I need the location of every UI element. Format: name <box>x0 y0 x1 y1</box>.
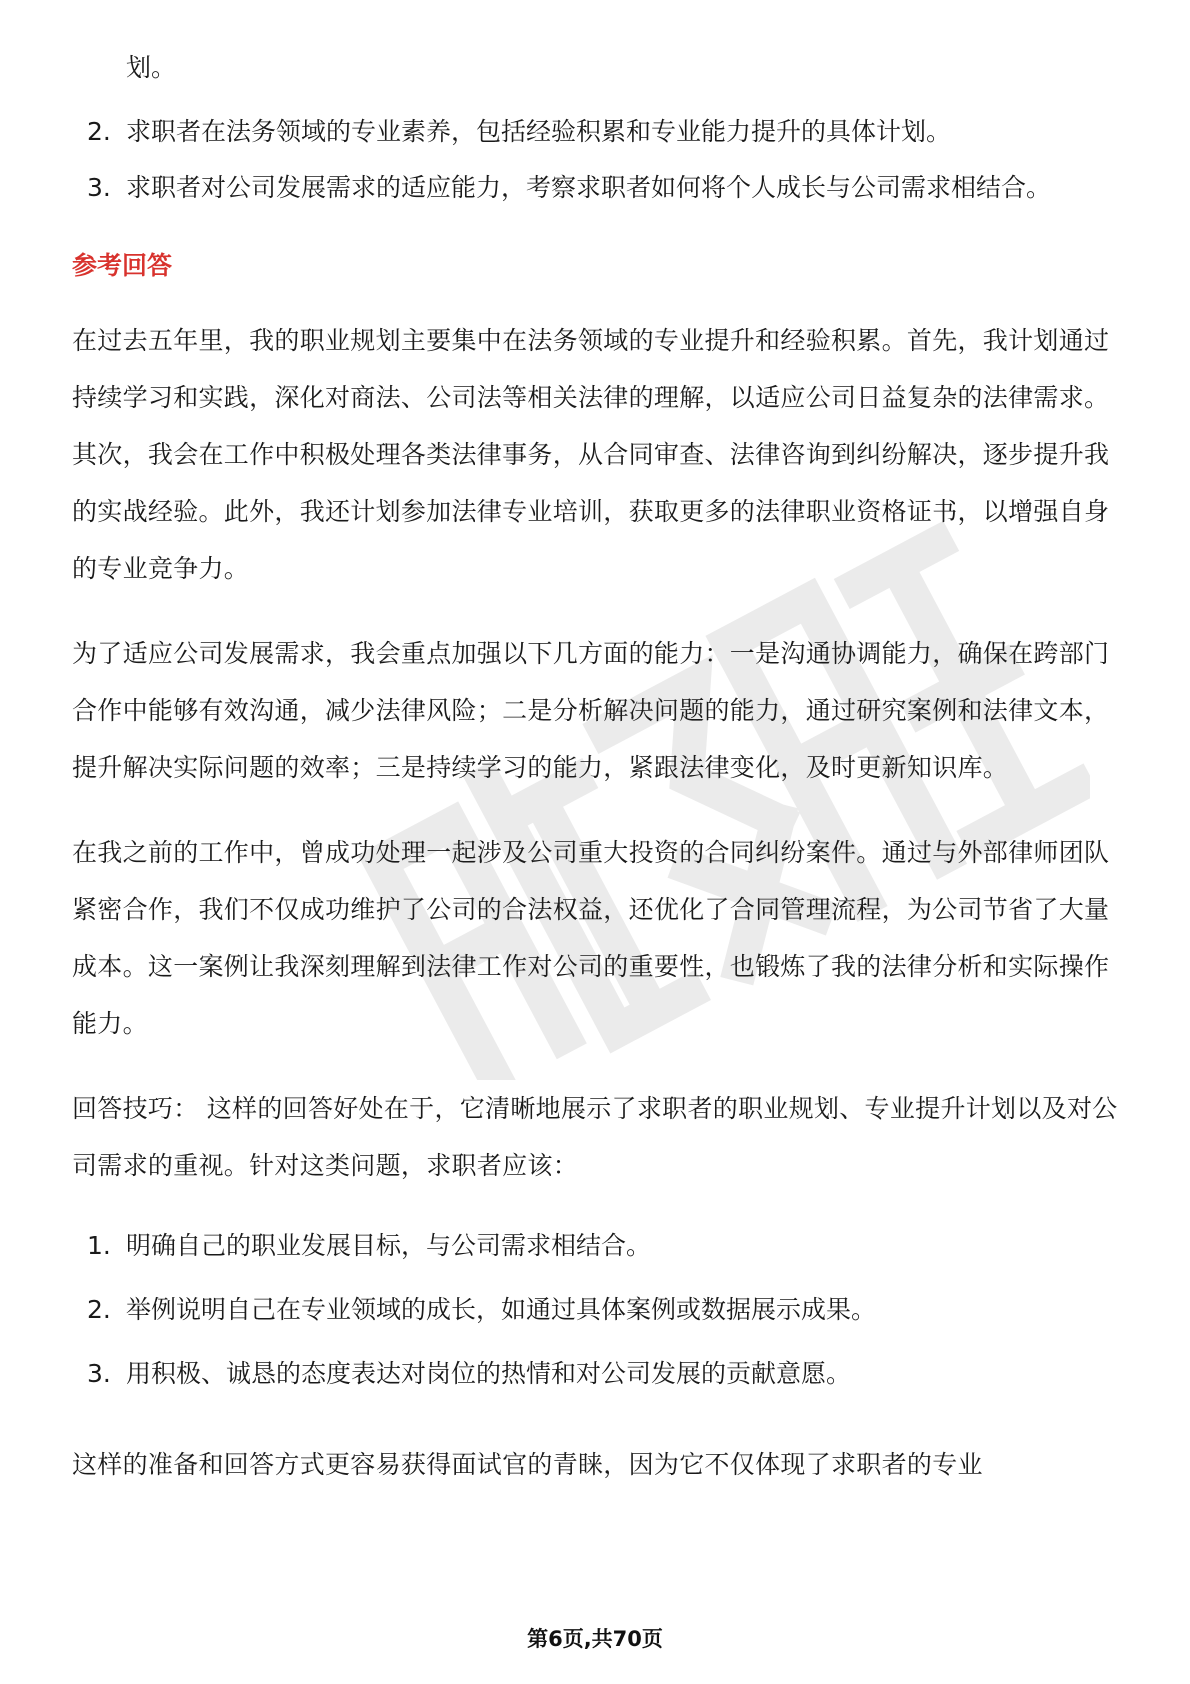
list-item <box>72 1214 1122 1278</box>
page-content <box>72 40 1122 1521</box>
list-item-text: 用积极、诚恳的态度表达对岗位的热情和对公司发展的贡献意愿。 <box>126 1359 852 1388</box>
answer-paragraph-3: 在我之前的工作中，曾成功处理一起涉及公司重大投资的合同纠纷案件。通过与外部律师团队紧密合作，我们不仅成功维护了公司的合法权益，还优化了合同管理流程，为公司节省了大量成本。这一案例让我深刻理解到法律工作对公司的重要性，也锻炼了我的法律分析和实际操作能力。 <box>72 838 1110 1038</box>
list-item <box>72 1342 1122 1406</box>
list-number: 2. <box>87 1295 111 1324</box>
list-number: 3. <box>87 173 111 202</box>
list-number: 1. <box>87 1231 111 1260</box>
tips-list <box>72 1214 1122 1406</box>
list-number: 2. <box>87 117 111 146</box>
section-heading: 参考回答 <box>72 251 173 280</box>
list-item-text: 求职者对公司发展需求的适应能力，考察求职者如何将个人成长与公司需求相结合。 <box>126 173 1052 202</box>
list-item <box>72 1278 1122 1342</box>
list-item-continuation: 划。 <box>126 53 177 82</box>
closing-paragraph: 这样的准备和回答方式更容易获得面试官的青睐，因为它不仅体现了求职者的专业 <box>72 1450 983 1479</box>
page-number-footer: 第6页,共70页 <box>527 1627 663 1651</box>
answer-paragraph-2: 为了适应公司发展需求，我会重点加强以下几方面的能力：一是沟通协调能力，确保在跨部门合作中能够有效沟通，减少法律风险；二是分析解决问题的能力，通过研究案例和法律文本，提升解决实际问题的效率；三是持续学习的能力，紧跟法律变化，及时更新知识库。 <box>72 639 1110 782</box>
answer-paragraph-1: 在过去五年里，我的职业规划主要集中在法务领域的专业提升和经验积累。首先，我计划通过持续学习和实践，深化对商法、公司法等相关法律的理解，以适应公司日益复杂的法律需求。其次，我会在工作中积极处理各类法律事务，从合同审查、法律咨询到纠纷解决，逐步提升我的实战经验。此外，我还计划参加法律专业培训，获取更多的法律职业资格证书，以增强自身的专业竞争力。 <box>72 326 1110 583</box>
criteria-list <box>72 104 1122 216</box>
answer-tips-paragraph: 回答技巧： 这样的回答好处在于，它清晰地展示了求职者的职业规划、专业提升计划以及对公司需求的重视。针对这类问题，求职者应该： <box>72 1094 1118 1180</box>
list-item-text: 求职者在法务领域的专业素养，包括经验积累和专业能力提升的具体计划。 <box>126 117 952 146</box>
list-item <box>72 160 1122 216</box>
list-item-text: 举例说明自己在专业领域的成长，如通过具体案例或数据展示成果。 <box>126 1295 877 1324</box>
list-number: 3. <box>87 1359 111 1388</box>
list-item <box>72 104 1122 160</box>
list-item-text: 明确自己的职业发展目标，与公司需求相结合。 <box>126 1231 652 1260</box>
